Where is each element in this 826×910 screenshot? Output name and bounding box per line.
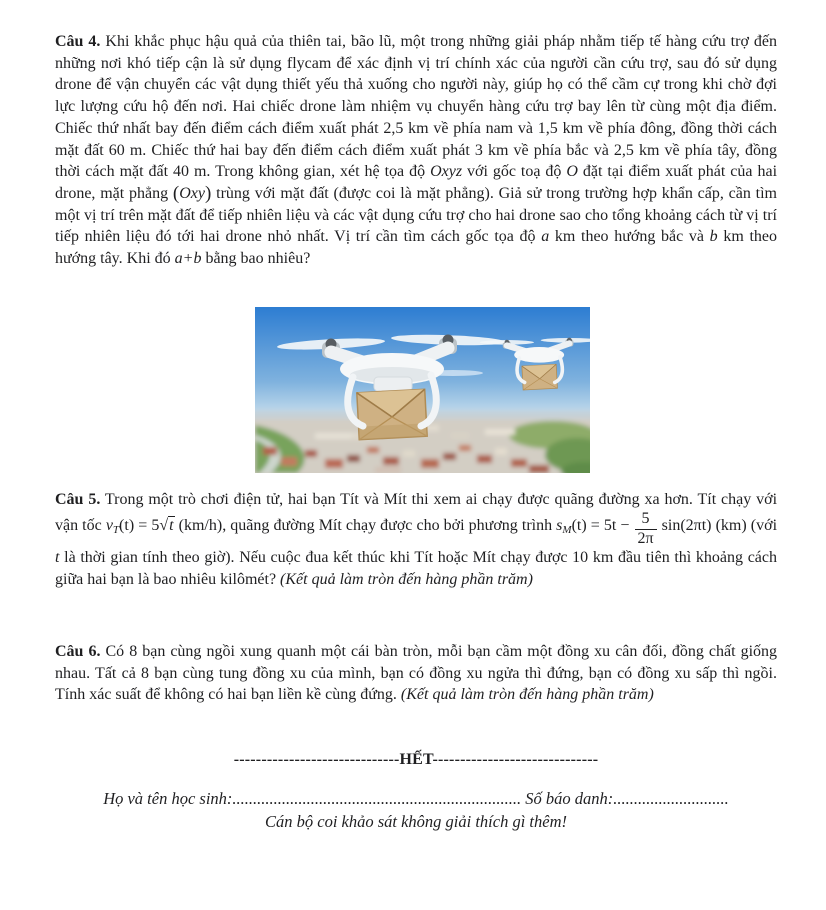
fraction	[634, 511, 658, 548]
question-4-text-5: km theo hướng bắc và	[549, 228, 710, 246]
end-divider	[55, 751, 777, 769]
student-name-label: Họ và tên học sinh:	[103, 789, 233, 808]
distance-unit: (km)	[715, 516, 747, 534]
question-4-text-3: đặt tại điểm xuất phát của hai drone, mặt phẳng	[55, 163, 778, 202]
velocity-formula	[106, 517, 226, 534]
question-6-text-1: Có 8 bạn cùng ngồi xung quanh một cái bàn tròn, mỗi bạn cầm một đồng xu cân đối, đồng chất giống nhau. Tất cả 8 bạn cùng tung đồng xu của mình, bạn có đồng xu ngửa thì đứng, bạn có đồng xu sấp thì ngồi. Tính xác suất để không có hai bạn liền kề cùng đứng.	[55, 643, 778, 704]
paren-open: (	[172, 182, 180, 204]
question-5-label: Câu 5.	[55, 491, 101, 508]
end-label: HẾT	[399, 751, 433, 768]
fraction-denominator: 2π	[635, 529, 657, 548]
math-s-equals: (t) = 5t −	[571, 516, 634, 534]
question-4-text-6: km theo hướng tây. Khi đó	[55, 228, 778, 268]
math-v-equals: (t) = 5	[119, 516, 160, 534]
end-dashes-left: ------------------------------	[233, 751, 400, 768]
student-info-line	[55, 789, 777, 809]
math-s-subscript: M	[562, 523, 572, 536]
drone-photo	[255, 307, 590, 473]
question-5-rounding-note: (Kết quả làm tròn đến hàng phần trăm)	[280, 571, 533, 588]
math-a: a	[541, 228, 550, 246]
question-5-text-1: Trong một trò chơi điện tử, hai bạn Tít và Mít thi xem ai chạy được quãng đường xa hơn. Tít chạy với vận tốc	[55, 491, 778, 534]
paren-close: )	[205, 182, 212, 204]
question-4-text-7: bằng bao nhiêu?	[201, 250, 311, 268]
question-5-text-3: (với	[746, 516, 778, 534]
question-5-text-4: là thời gian tính theo giờ). Nếu cuộc đua kết thúc khi Tít hoặc Mít chạy được 10 km đầu tiên thì khoảng cách giữa hai bạn là bao nhiêu kilômét?	[55, 549, 777, 588]
proctor-note: Cán bộ coi khảo sát không giải thích gì thêm!	[264, 812, 567, 831]
math-sin-term: sin(2πt)	[657, 516, 716, 534]
distance-formula	[556, 509, 747, 547]
candidate-number-label: Số báo danh:	[521, 789, 614, 808]
math-v: v	[105, 516, 113, 534]
question-6	[55, 641, 777, 706]
secondary-package-box	[522, 364, 558, 390]
math-t: t	[55, 549, 60, 567]
drone-photo-illustration	[255, 307, 590, 473]
radical-sign: √	[159, 516, 169, 534]
question-4-text-2: với gốc toạ độ	[462, 163, 567, 181]
student-name-dotted-field: ......................................................................	[232, 789, 522, 808]
question-4-label: Câu 4.	[55, 33, 101, 50]
fraction-numerator: 5	[641, 509, 650, 527]
question-4-text-1: Khi khắc phục hậu quả của thiên tai, bão lũ, một trong những giải pháp nhằm tiếp tế hàng cứu trợ đến những nơi khó tiếp cận là sử dụng flycam để xác định vị trí chính xác của người cần cứu trợ, sau đó sử dụng drone để vận chuyển các vật dụng thiết yếu thả xuống cho người này, giúp họ có thể cầm cự trong khi chờ đợi lực lượng cứu hộ đến nơi. Hai chiếc drone làm nhiệm vụ chuyển hàng cứu trợ bay lên từ cùng một địa điểm. Chiếc thứ nhất bay đến điểm cách điểm xuất phát 2,5 km về phía nam và 1,5 km về phía đông, đồng thời cách mặt đất 60 m. Chiếc thứ hai bay đến điểm cách điểm xuất phát 3 km về phía bắc và 2,5 km về phía tây, đồng thời cách mặt đất 40 m. Trong không gian, xét hệ tọa độ	[55, 33, 778, 181]
radical-argument: t	[169, 516, 174, 534]
math-oxyz: Oxyz	[430, 163, 463, 181]
candidate-number-dotted-field: ............................	[613, 789, 729, 808]
question-4	[55, 31, 777, 270]
end-dashes-right: ------------------------------	[432, 751, 599, 768]
question-5	[55, 489, 777, 591]
math-v-subscript: T	[112, 523, 120, 536]
math-b: b	[709, 228, 718, 246]
question-6-rounding-note: (Kết quả làm tròn đến hàng phần trăm)	[400, 686, 654, 704]
question-5-text-2: quãng đường Mít chạy được cho bởi phương trình	[226, 516, 557, 534]
velocity-unit: (km/h),	[174, 516, 227, 534]
math-s: s	[556, 516, 563, 534]
math-oxy: Oxy	[179, 184, 206, 202]
question-4-text-4: trùng với mặt đất (được coi là mặt phẳng). Giả sử trong trường hợp khẩn cấp, cần tìm một vị trí trên mặt đất để tiếp nhiên liệu và các vật dụng cứu trợ cho hai drone sao cho tổng khoảng cách từ vị trí tiếp nhiên liệu đó tới hai drone nhỏ nhất. Vị trí cần tìm cách gốc tọa độ	[55, 184, 777, 246]
math-a-plus-b: a+b	[174, 250, 202, 268]
math-origin-o: O	[566, 163, 578, 181]
package-box	[357, 389, 427, 439]
question-6-label: Câu 6.	[55, 643, 101, 660]
